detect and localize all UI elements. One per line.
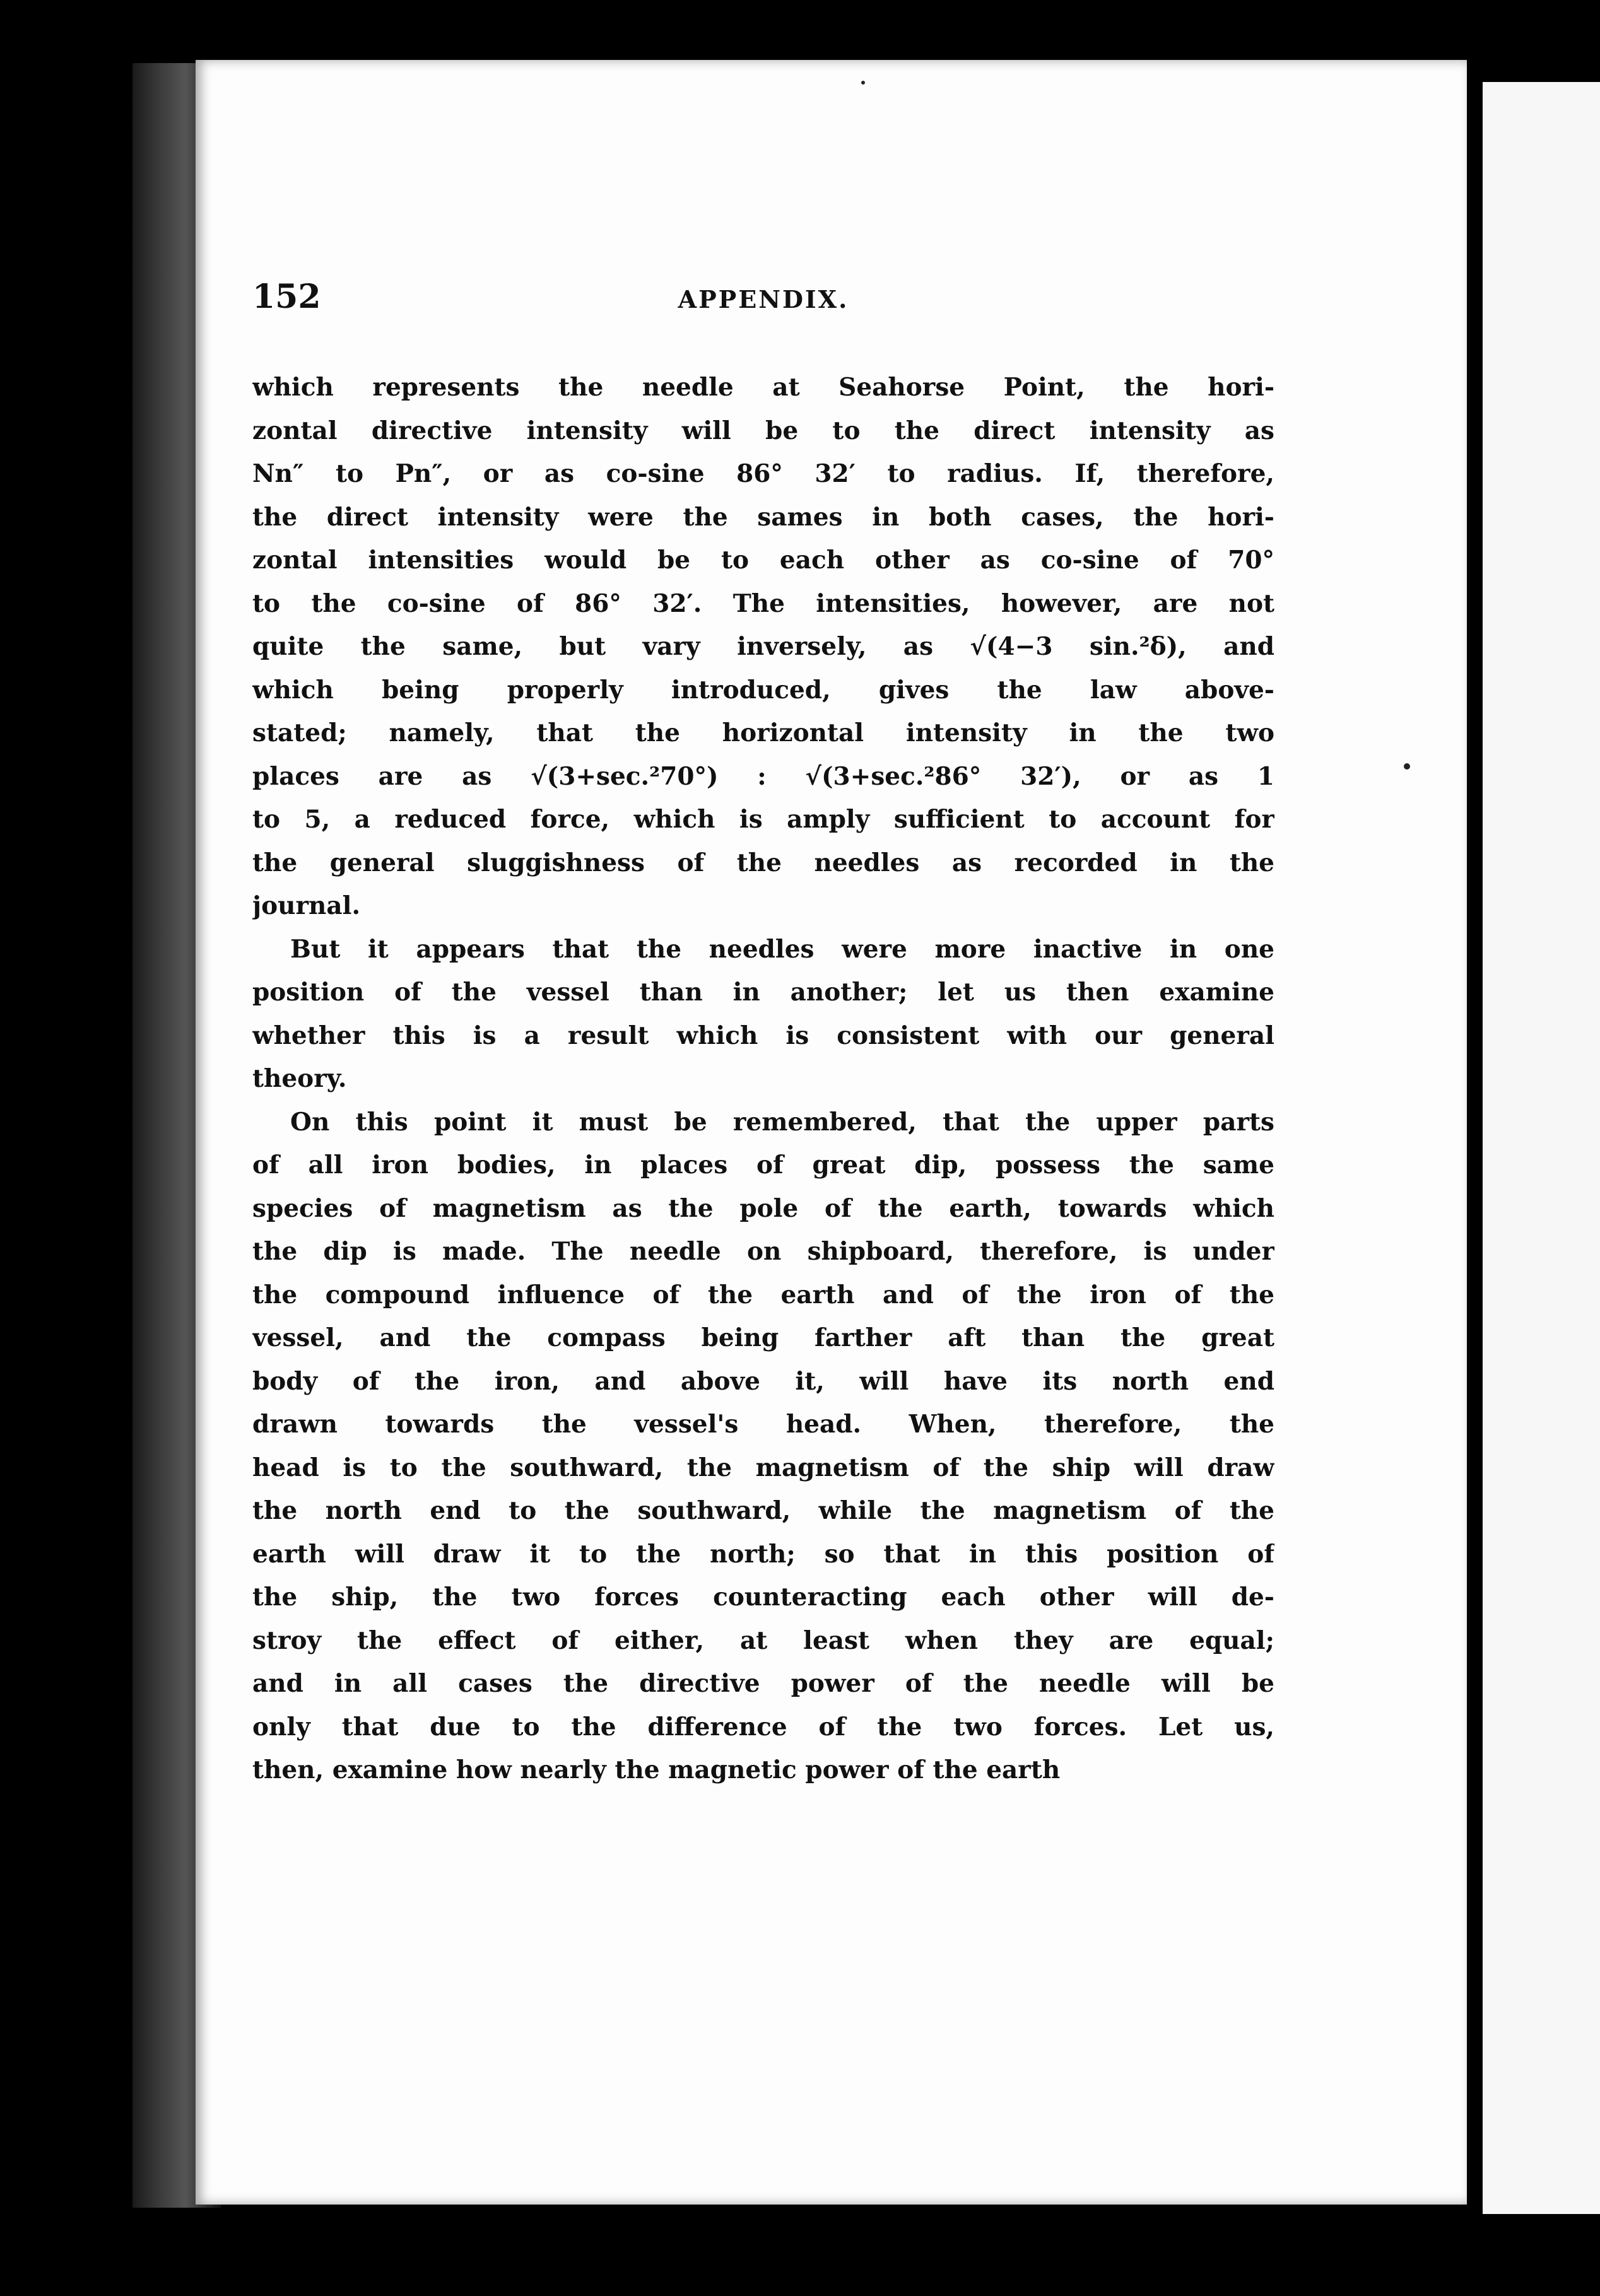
text-line: earth will draw it to the north; so that in this position of	[252, 1539, 1274, 1569]
body-text	[252, 366, 1274, 1792]
text-line: stated; namely, that the horizontal intensity in the two	[252, 718, 1274, 747]
text-line: the direct intensity were the sames in both cases, the hori-	[252, 502, 1274, 532]
text-line: body of the iron, and above it, will have its north end	[252, 1366, 1274, 1396]
text-line: then, examine how nearly the magnetic power of the earth	[252, 1755, 1061, 1784]
text-line: On this point it must be remembered, that the upper parts	[290, 1107, 1274, 1137]
text-line: which represents the needle at Seahorse Point, the hori-	[252, 373, 1274, 402]
text-line: stroy the effect of either, at least when they are equal;	[252, 1625, 1274, 1655]
text-line: zontal directive intensity will be to the direct intensity as	[252, 416, 1274, 445]
text-line: and in all cases the directive power of the needle will be	[252, 1669, 1274, 1698]
text-line: But it appears that the needles were more inactive in one	[290, 934, 1274, 964]
adjacent-page-edge	[1483, 82, 1600, 2214]
ink-speck	[861, 81, 865, 85]
text-line: the general sluggishness of the needles as recorded in the	[252, 848, 1274, 877]
text-line: journal.	[252, 891, 361, 920]
text-line: the north end to the southward, while the magnetism of the	[252, 1496, 1274, 1525]
text-line: vessel, and the compass being farther aft than the great	[252, 1323, 1274, 1352]
text-line: theory.	[252, 1064, 347, 1093]
text-line: whether this is a result which is consistent with our general	[252, 1021, 1274, 1050]
text-line: species of magnetism as the pole of the earth, towards which	[252, 1193, 1274, 1223]
text-line: the compound influence of the earth and of the iron of the	[252, 1280, 1274, 1309]
text-line: only that due to the difference of the two forces. Let us,	[252, 1712, 1274, 1742]
text-line: to 5, a reduced force, which is amply sufficient to account for	[252, 805, 1274, 834]
text-line: to the co-sine of 86° 32′. The intensities, however, are not	[252, 589, 1274, 618]
text-line: Nn″ to Pn″, or as co-sine 86° 32′ to radius. If, therefore,	[252, 459, 1274, 488]
text-line: which being properly introduced, gives the law above-	[252, 675, 1274, 705]
text-line: the dip is made. The needle on shipboard, therefore, is under	[252, 1237, 1274, 1266]
ink-speck	[1404, 763, 1410, 770]
page-header	[252, 278, 1274, 328]
paragraph	[252, 928, 1274, 1101]
paragraph	[252, 1101, 1274, 1792]
text-line: of all iron bodies, in places of great dip, possess the same	[252, 1151, 1274, 1180]
text-line: head is to the southward, the magnetism of the ship will draw	[252, 1453, 1274, 1482]
text-line: drawn towards the vessel's head. When, therefore, the	[252, 1410, 1274, 1439]
running-head: APPENDIX.	[678, 285, 849, 313]
paragraph	[252, 366, 1274, 928]
text-line: places are as √(3+sec.²70°) : √(3+sec.²86° 32′), or as 1	[252, 761, 1274, 791]
text-line: quite the same, but vary inversely, as √(4−3 sin.²δ), and	[252, 632, 1274, 661]
text-line: position of the vessel than in another; let us then examine	[252, 978, 1274, 1007]
text-line: the ship, the two forces counteracting each other will de-	[252, 1583, 1274, 1612]
text-line: zontal intensities would be to each other as co-sine of 70°	[252, 546, 1274, 575]
page-number: 152	[252, 278, 321, 316]
